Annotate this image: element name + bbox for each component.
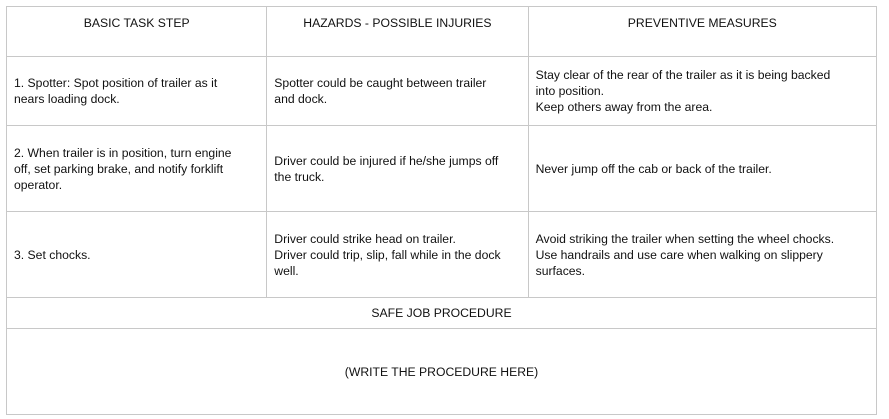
header-row: [7, 7, 877, 57]
procedure-placeholder[interactable]: (WRITE THE PROCEDURE HERE): [7, 329, 877, 415]
task-step-text: 3. Set chocks.: [14, 247, 91, 262]
task-step-cell: [7, 126, 267, 212]
hazard-cell: [267, 212, 528, 298]
measure-cell: [528, 57, 876, 126]
measure-text: surfaces.: [535, 263, 586, 278]
measure-text: Use handrails and use care when walking on slippery: [535, 247, 823, 262]
measure-text: Keep others away from the area.: [535, 100, 713, 114]
table-row: [7, 57, 877, 126]
job-safety-analysis-table: [6, 6, 877, 415]
measure-text: Avoid striking the trailer when setting the wheel chocks.: [535, 231, 835, 246]
procedure-header-row: [7, 298, 877, 329]
hazard-text: Driver could strike head on trailer.: [274, 231, 456, 246]
task-step-cell: [7, 212, 267, 298]
table-row: [7, 126, 877, 212]
table-row: [7, 212, 877, 298]
procedure-title: SAFE JOB PROCEDURE: [7, 298, 877, 329]
header-preventive-measures: PREVENTIVE MEASURES: [528, 7, 876, 57]
procedure-body-row: [7, 329, 877, 415]
hazard-text: Spotter could be caught between trailer: [274, 76, 487, 90]
measure-cell: [528, 126, 876, 212]
hazard-cell: [267, 126, 528, 212]
task-step-text: 2. When trailer is in position, turn engine: [14, 145, 232, 160]
hazard-text: Driver could trip, slip, fall while in the dock: [274, 247, 501, 262]
measure-text: Never jump off the cab or back of the trailer.: [535, 161, 772, 176]
hazard-text: well.: [274, 263, 299, 278]
task-step-text: nears loading dock.: [14, 92, 120, 106]
hazard-cell: [267, 57, 528, 126]
hazard-text: and dock.: [274, 92, 328, 106]
measure-cell: [528, 212, 876, 298]
task-step-cell: [7, 57, 267, 126]
measure-text: into position.: [535, 84, 605, 98]
header-basic-task-step: BASIC TASK STEP: [7, 7, 267, 57]
measure-text: Stay clear of the rear of the trailer as it is being backed: [535, 68, 831, 82]
task-step-text: off, set parking brake, and notify forklift: [14, 161, 224, 176]
task-step-text: operator.: [14, 177, 63, 192]
hazard-text: Driver could be injured if he/she jumps off: [274, 153, 499, 168]
header-hazards: HAZARDS - POSSIBLE INJURIES: [267, 7, 528, 57]
task-step-text: 1. Spotter: Spot position of trailer as it: [14, 76, 218, 90]
hazard-text: the truck.: [274, 169, 325, 184]
